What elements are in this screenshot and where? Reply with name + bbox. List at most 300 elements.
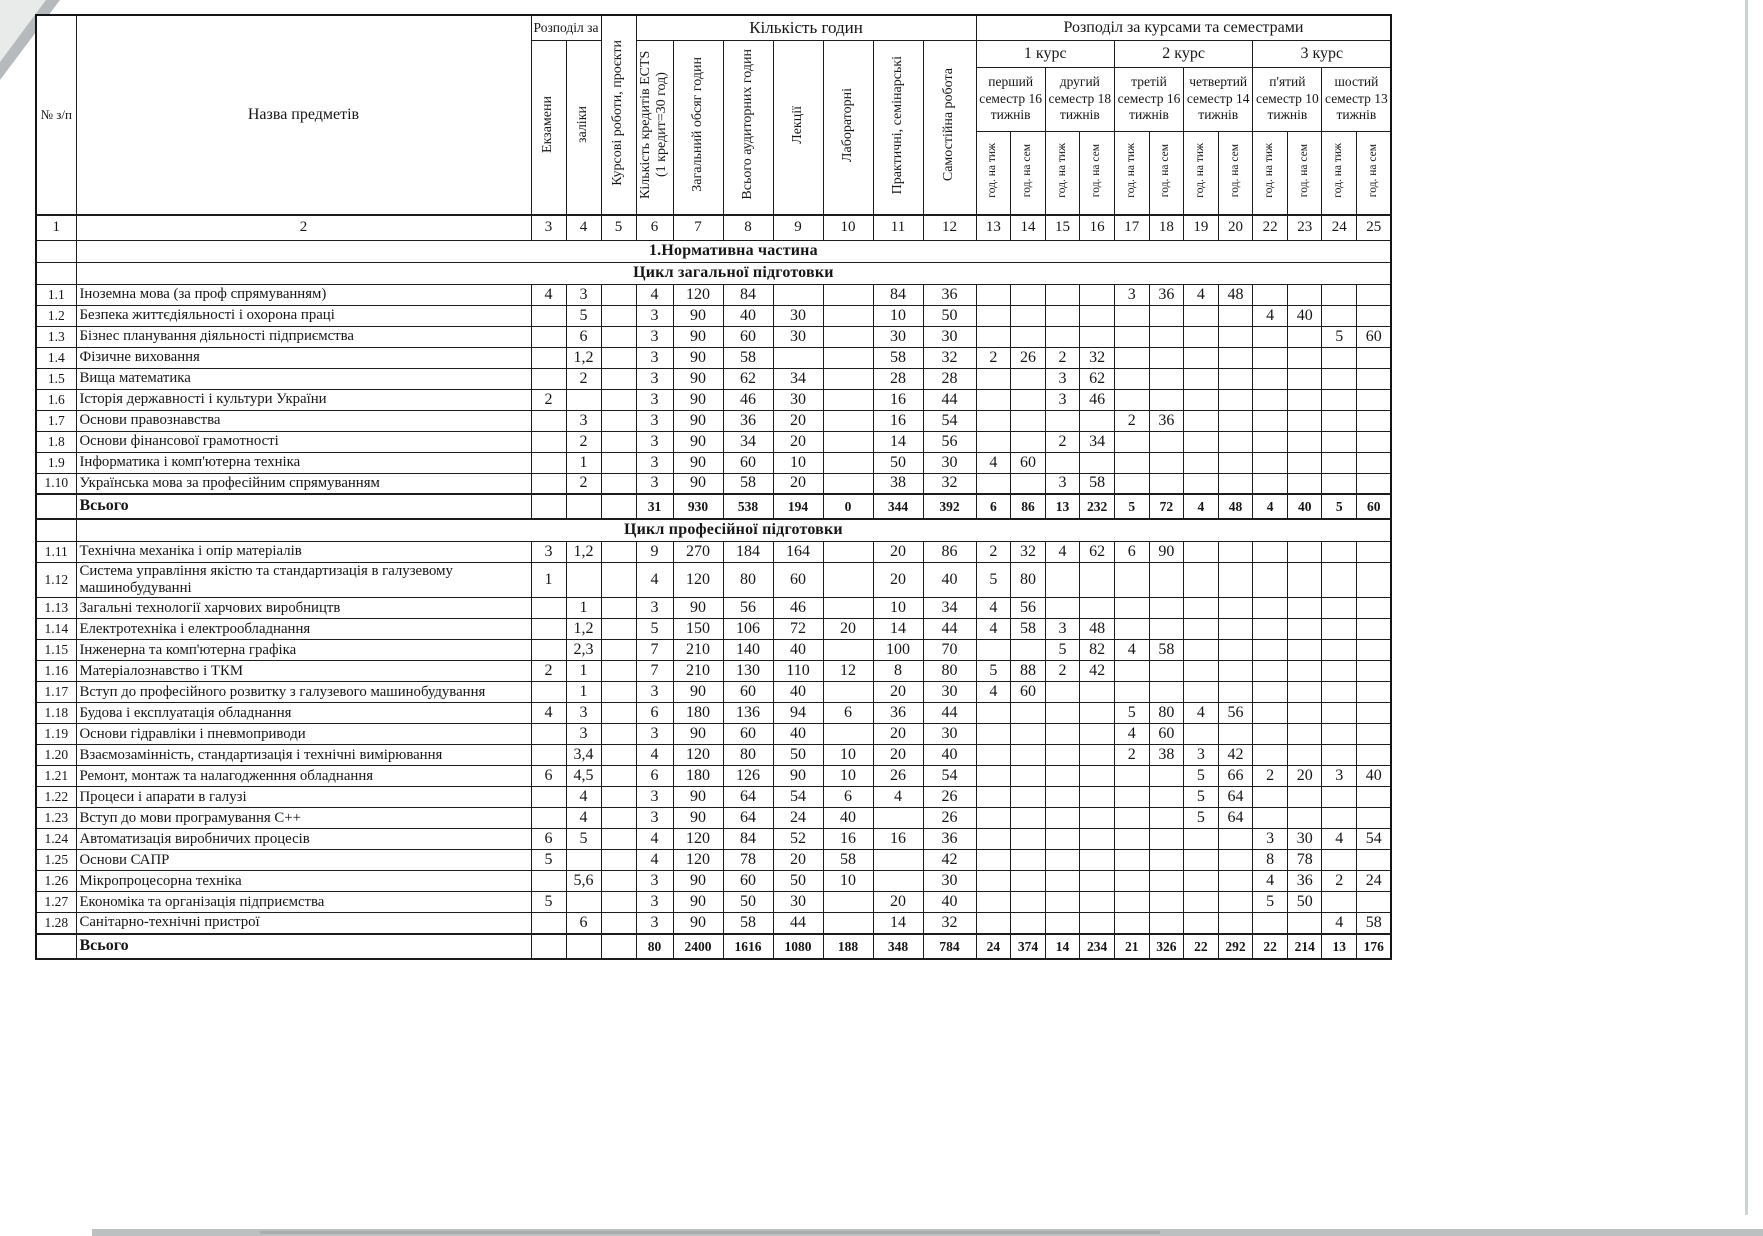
column-number: 22 — [1253, 215, 1288, 240]
cell — [1149, 431, 1184, 452]
cell — [1357, 808, 1392, 829]
subject-name: Ремонт, монтаж та налагодженння обладнання — [76, 766, 531, 787]
cell: 90 — [673, 787, 723, 808]
cell: 5 — [1114, 703, 1149, 724]
cell — [1322, 724, 1357, 745]
cell — [976, 745, 1011, 766]
cell — [601, 871, 636, 892]
cell: 5 — [566, 305, 601, 326]
cell: 16 — [873, 829, 923, 850]
data-row — [36, 410, 1391, 431]
column-number: 24 — [1322, 215, 1357, 240]
cell: 86 — [923, 541, 976, 562]
cell: 56 — [1011, 598, 1046, 619]
row-number: 1.1 — [36, 284, 76, 305]
cell: 3 — [636, 347, 673, 368]
column-number: 6 — [636, 215, 673, 240]
cell — [1149, 871, 1184, 892]
cell: 40 — [1287, 305, 1322, 326]
cell: 90 — [673, 305, 723, 326]
cell: 58 — [723, 913, 773, 934]
cell — [1080, 892, 1115, 913]
cell — [601, 850, 636, 871]
cell — [1080, 787, 1115, 808]
cell — [1322, 808, 1357, 829]
cell — [1011, 724, 1046, 745]
cell — [823, 640, 873, 661]
cell: 6 — [823, 787, 873, 808]
cell — [1253, 724, 1288, 745]
cell: 4 — [976, 452, 1011, 473]
cell — [1357, 389, 1392, 410]
cell: 90 — [673, 452, 723, 473]
cell: 80 — [723, 562, 773, 598]
cell — [1287, 787, 1322, 808]
cell: 58 — [1357, 913, 1392, 934]
cell: 86 — [1011, 494, 1046, 519]
cell — [531, 305, 566, 326]
cell — [531, 871, 566, 892]
column-number: 19 — [1184, 215, 1219, 240]
cell — [1149, 913, 1184, 934]
row-number: 1.10 — [36, 473, 76, 494]
cell: 66 — [1218, 766, 1253, 787]
cell: 4 — [1184, 703, 1219, 724]
cell: 34 — [1080, 431, 1115, 452]
cell — [1011, 829, 1046, 850]
cell — [601, 326, 636, 347]
cell — [1149, 347, 1184, 368]
cell — [1253, 661, 1288, 682]
cell: 1616 — [723, 934, 773, 959]
cell: 2 — [531, 389, 566, 410]
cell — [601, 892, 636, 913]
cell — [1149, 452, 1184, 473]
cell: 10 — [823, 766, 873, 787]
cell — [601, 305, 636, 326]
cell — [1011, 787, 1046, 808]
cell — [1149, 598, 1184, 619]
cell: 3 — [636, 682, 673, 703]
cell — [1045, 562, 1080, 598]
cell — [976, 305, 1011, 326]
cell: 3 — [636, 410, 673, 431]
cell — [1253, 808, 1288, 829]
cell — [601, 787, 636, 808]
cell — [601, 410, 636, 431]
cell — [1080, 808, 1115, 829]
header-auditory-hours: Всього аудиторних годин — [723, 40, 773, 215]
cell: 5 — [976, 661, 1011, 682]
cell: 4 — [1322, 829, 1357, 850]
subject-name: Взаємозамінність, стандартизація і технічні вимірювання — [76, 745, 531, 766]
cell: 44 — [923, 619, 976, 640]
cell: 36 — [923, 829, 976, 850]
cell — [531, 682, 566, 703]
header-hours-per-semester: год. на сем — [1011, 131, 1046, 215]
cell: 46 — [1080, 389, 1115, 410]
cell — [1184, 431, 1219, 452]
cell: 60 — [723, 871, 773, 892]
cell: 24 — [976, 934, 1011, 959]
row-number: 1.2 — [36, 305, 76, 326]
cell — [1149, 305, 1184, 326]
column-number: 7 — [673, 215, 723, 240]
cell: 80 — [923, 661, 976, 682]
cell — [823, 682, 873, 703]
cell: 2 — [1045, 347, 1080, 368]
cell — [823, 347, 873, 368]
cell — [1218, 562, 1253, 598]
cell — [1287, 745, 1322, 766]
cell — [1011, 850, 1046, 871]
cell: 2 — [976, 541, 1011, 562]
cell: 3 — [636, 913, 673, 934]
cell — [566, 892, 601, 913]
cell — [873, 871, 923, 892]
row-number: 1.7 — [36, 410, 76, 431]
cell — [976, 326, 1011, 347]
cell: 4 — [636, 829, 673, 850]
cell: 7 — [636, 661, 673, 682]
column-number: 15 — [1045, 215, 1080, 240]
cell — [531, 410, 566, 431]
cell: 54 — [773, 787, 823, 808]
cell — [1287, 347, 1322, 368]
cell: 392 — [923, 494, 976, 519]
header-semester-6: шостий семестр 13 тижнів — [1322, 67, 1391, 131]
cell — [1080, 724, 1115, 745]
cell: 1 — [566, 452, 601, 473]
cell — [1253, 368, 1288, 389]
cell — [976, 850, 1011, 871]
cell — [1080, 326, 1115, 347]
cell: 40 — [1357, 766, 1392, 787]
header-self-work: Самостійна робота — [923, 40, 976, 215]
cell — [1218, 541, 1253, 562]
cell — [531, 494, 566, 519]
cell — [1218, 871, 1253, 892]
cell — [1149, 473, 1184, 494]
data-row — [36, 829, 1391, 850]
cell: 6 — [823, 703, 873, 724]
cell — [1080, 284, 1115, 305]
cell — [1045, 724, 1080, 745]
cell: 210 — [673, 661, 723, 682]
cell: 6 — [976, 494, 1011, 519]
cell: 62 — [723, 368, 773, 389]
cell — [601, 703, 636, 724]
data-row — [36, 787, 1391, 808]
column-number: 4 — [566, 215, 601, 240]
data-row — [36, 389, 1391, 410]
cell — [1114, 850, 1149, 871]
cell — [601, 808, 636, 829]
cell — [1011, 473, 1046, 494]
cell — [1357, 619, 1392, 640]
cell: 90 — [673, 871, 723, 892]
cell — [1184, 347, 1219, 368]
cell — [1218, 619, 1253, 640]
cell: 50 — [873, 452, 923, 473]
cell — [1253, 347, 1288, 368]
cell: 38 — [1149, 745, 1184, 766]
data-row — [36, 562, 1391, 598]
cell: 3 — [636, 389, 673, 410]
cell: 72 — [1149, 494, 1184, 519]
cell — [531, 598, 566, 619]
cell: 30 — [1287, 829, 1322, 850]
cell — [1253, 640, 1288, 661]
cell — [823, 431, 873, 452]
cell — [1184, 389, 1219, 410]
cell — [1114, 473, 1149, 494]
cell — [1357, 892, 1392, 913]
cell — [1322, 703, 1357, 724]
header-hours-per-week: год. на тиж — [976, 131, 1011, 215]
cell — [601, 452, 636, 473]
cell — [1114, 808, 1149, 829]
cell: 36 — [873, 703, 923, 724]
cell: 5 — [1184, 787, 1219, 808]
row-number: 1.17 — [36, 682, 76, 703]
cell: 5 — [566, 829, 601, 850]
cell — [601, 494, 636, 519]
cell: 6 — [566, 913, 601, 934]
cell: 22 — [1184, 934, 1219, 959]
cell — [531, 913, 566, 934]
cell — [1114, 347, 1149, 368]
cell: 30 — [773, 305, 823, 326]
cell — [601, 368, 636, 389]
cell: 50 — [1287, 892, 1322, 913]
cell — [976, 913, 1011, 934]
cell — [1114, 368, 1149, 389]
cell: 784 — [923, 934, 976, 959]
cell — [1218, 913, 1253, 934]
cell: 60 — [1357, 326, 1392, 347]
cell: 30 — [923, 871, 976, 892]
cell: 30 — [773, 326, 823, 347]
cell — [531, 326, 566, 347]
cell: 4 — [566, 808, 601, 829]
cell — [1184, 452, 1219, 473]
subject-name: Загальні технології харчових виробництв — [76, 598, 531, 619]
cell — [1114, 829, 1149, 850]
cell — [1149, 682, 1184, 703]
cell — [823, 724, 873, 745]
cell: 30 — [773, 892, 823, 913]
cell: 234 — [1080, 934, 1115, 959]
cell: 20 — [873, 541, 923, 562]
column-number: 9 — [773, 215, 823, 240]
cell — [1218, 682, 1253, 703]
row-number: 1.24 — [36, 829, 76, 850]
cell: 2 — [566, 431, 601, 452]
cell — [823, 410, 873, 431]
cell: 40 — [723, 305, 773, 326]
cell — [1149, 892, 1184, 913]
cell: 232 — [1080, 494, 1115, 519]
cell: 2 — [1114, 410, 1149, 431]
cell: 32 — [1011, 541, 1046, 562]
data-row — [36, 766, 1391, 787]
cell — [1253, 452, 1288, 473]
cell: 16 — [873, 410, 923, 431]
cell: 80 — [636, 934, 673, 959]
row-number — [36, 494, 76, 519]
cell — [1357, 703, 1392, 724]
cell: 60 — [1149, 724, 1184, 745]
cell — [1114, 682, 1149, 703]
subject-name: Мікропроцесорна техніка — [76, 871, 531, 892]
cell — [1253, 473, 1288, 494]
subject-name: Автоматизація виробничих процесів — [76, 829, 531, 850]
header-semester-3: третій семестр 16 тижнів — [1114, 67, 1183, 131]
subject-name: Основи фінансової грамотності — [76, 431, 531, 452]
cell — [1045, 410, 1080, 431]
cell — [601, 724, 636, 745]
cell — [1357, 682, 1392, 703]
cell: 374 — [1011, 934, 1046, 959]
cell: 46 — [773, 598, 823, 619]
cell: 30 — [923, 326, 976, 347]
row-number: 1.18 — [36, 703, 76, 724]
cell: 10 — [823, 871, 873, 892]
cell — [1045, 766, 1080, 787]
cell — [823, 541, 873, 562]
cell: 3 — [1253, 829, 1288, 850]
data-row — [36, 431, 1391, 452]
subject-name: Матеріалознавство і ТКМ — [76, 661, 531, 682]
cell — [1218, 829, 1253, 850]
row-number: 1.16 — [36, 661, 76, 682]
cell: 7 — [636, 640, 673, 661]
cell — [976, 389, 1011, 410]
cell — [1287, 703, 1322, 724]
scan-right-edge-artifact — [1745, 0, 1748, 1215]
cell: 90 — [673, 724, 723, 745]
data-row — [36, 724, 1391, 745]
cell — [1287, 541, 1322, 562]
cell: 2 — [1045, 661, 1080, 682]
cell — [1253, 619, 1288, 640]
cell: 4 — [976, 682, 1011, 703]
cell: 4 — [1253, 494, 1288, 519]
cell — [1114, 766, 1149, 787]
curriculum-table — [35, 14, 1392, 960]
subject-name: Бізнес планування діяльності підприємства — [76, 326, 531, 347]
cell — [1149, 619, 1184, 640]
cell: 58 — [723, 473, 773, 494]
cell: 5 — [1322, 494, 1357, 519]
cell: 3 — [636, 452, 673, 473]
data-row — [36, 473, 1391, 494]
cell: 88 — [1011, 661, 1046, 682]
cell: 58 — [1011, 619, 1046, 640]
cell — [1080, 410, 1115, 431]
cell: 110 — [773, 661, 823, 682]
total-label: Всього — [76, 934, 531, 959]
cell — [976, 473, 1011, 494]
cell: 40 — [773, 640, 823, 661]
row-number: 1.4 — [36, 347, 76, 368]
subject-name: Основи гідравліки і пневмоприводи — [76, 724, 531, 745]
subject-name: Основи САПР — [76, 850, 531, 871]
cell: 60 — [723, 724, 773, 745]
cell: 4 — [636, 562, 673, 598]
cell: 64 — [723, 787, 773, 808]
cell: 54 — [1357, 829, 1392, 850]
cell — [1011, 284, 1046, 305]
cell — [601, 934, 636, 959]
data-row — [36, 368, 1391, 389]
cell — [1149, 808, 1184, 829]
cell — [1045, 850, 1080, 871]
cell: 60 — [723, 682, 773, 703]
cell: 32 — [1080, 347, 1115, 368]
cell: 20 — [773, 431, 823, 452]
table-body — [36, 240, 1391, 959]
cell: 90 — [673, 598, 723, 619]
cell: 32 — [923, 913, 976, 934]
cell: 30 — [873, 326, 923, 347]
cell: 210 — [673, 640, 723, 661]
cell — [1080, 913, 1115, 934]
cell: 1 — [566, 598, 601, 619]
row-number: 1.8 — [36, 431, 76, 452]
data-row — [36, 850, 1391, 871]
subject-name: Будова і експлуатація обладнання — [76, 703, 531, 724]
subject-name: Українська мова за професійним спрямуванням — [76, 473, 531, 494]
cell — [1357, 850, 1392, 871]
cell — [1253, 598, 1288, 619]
cell: 20 — [873, 724, 923, 745]
cell — [1322, 347, 1357, 368]
cell — [531, 724, 566, 745]
cell — [1253, 562, 1288, 598]
cell — [1114, 787, 1149, 808]
cell — [1080, 766, 1115, 787]
cell — [823, 326, 873, 347]
data-row — [36, 745, 1391, 766]
cell — [1149, 326, 1184, 347]
cell — [601, 766, 636, 787]
subject-name: Система управління якістю та стандартизація в галузевому машинобудуванні — [76, 562, 531, 598]
cell — [566, 934, 601, 959]
cell — [1322, 640, 1357, 661]
cell — [1218, 389, 1253, 410]
data-row — [36, 305, 1391, 326]
cell: 40 — [923, 745, 976, 766]
cell: 12 — [823, 661, 873, 682]
column-number: 18 — [1149, 215, 1184, 240]
cell — [1184, 541, 1219, 562]
table-header — [36, 15, 1391, 240]
row-number: 1.3 — [36, 326, 76, 347]
cell — [1287, 808, 1322, 829]
cell: 14 — [1045, 934, 1080, 959]
cell — [823, 473, 873, 494]
cell: 4 — [1253, 305, 1288, 326]
cell: 1 — [566, 682, 601, 703]
cell — [1011, 703, 1046, 724]
cell — [823, 913, 873, 934]
cell: 56 — [923, 431, 976, 452]
cell — [1149, 829, 1184, 850]
subject-name: Електротехніка і електрообладнання — [76, 619, 531, 640]
cell — [601, 745, 636, 766]
